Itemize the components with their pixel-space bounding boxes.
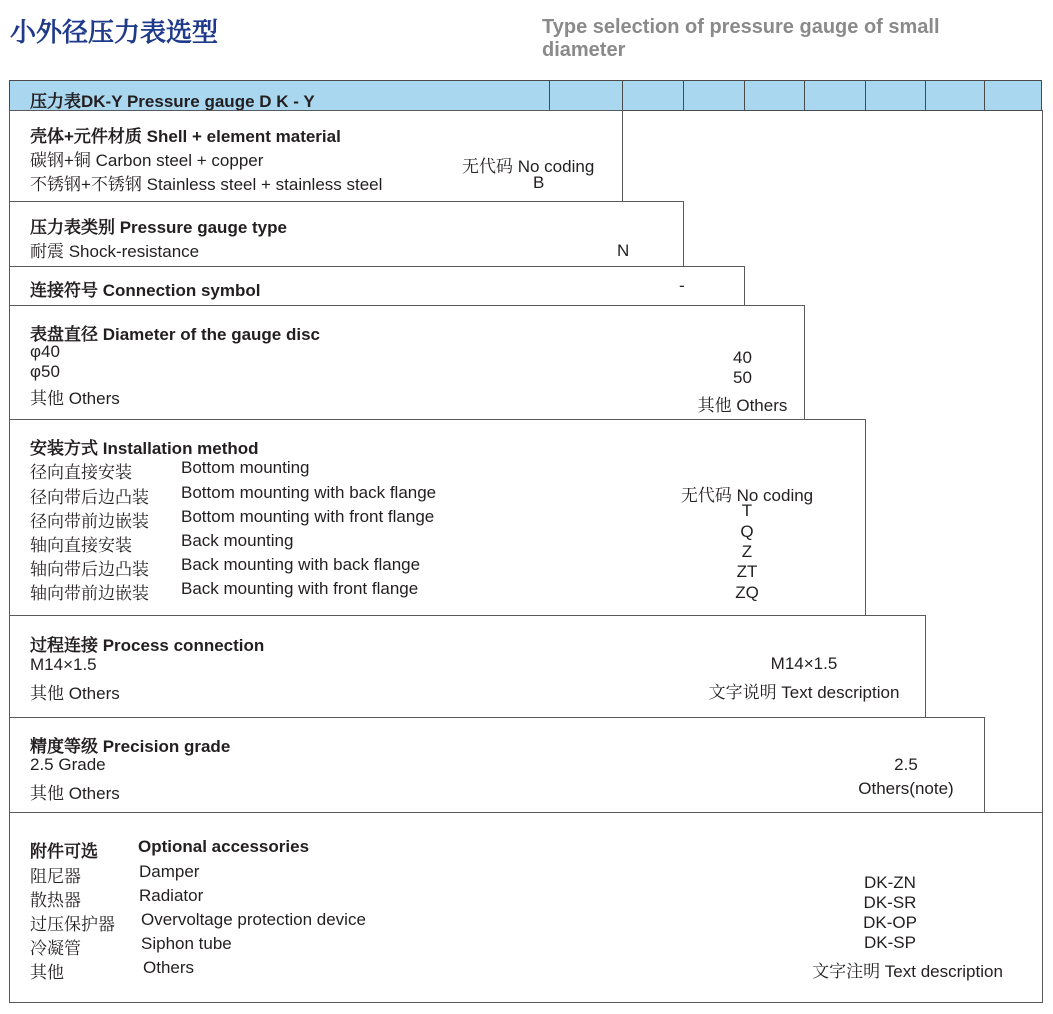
connection-heading: 连接符号 Connection symbol [30,281,261,300]
diameter-code: 50 [733,368,752,387]
installation-code: ZQ [735,583,759,602]
accessories-heading-zh: 附件可选 [30,842,98,861]
connection-code: - [679,276,685,295]
diameter-heading: 表盘直径 Diameter of the gauge disc [30,325,320,344]
diameter-item: 其他 Others [30,389,120,408]
installation-code: 无代码 No coding [680,486,814,505]
accessories-code: DK-ZN [864,873,916,892]
installation-item-en: Back mounting with front flange [181,579,419,598]
accessories-code: 文字注明 Text description [812,962,1003,981]
installation-item-en: Back mounting [181,531,294,550]
installation-item-en: Bottom mounting [181,458,310,477]
type-heading: 压力表类别 Pressure gauge type [30,218,287,237]
shell-item: 不锈钢+不锈钢 Stainless steel + stainless steel [30,175,383,194]
diameter-code: 40 [733,348,752,367]
shell-code: 无代码 No coding [462,157,595,176]
diameter-item: φ50 [30,362,60,381]
header-label: 压力表DK-Y Pressure gauge D K - Y [30,92,315,111]
installation-code: T [741,501,753,520]
accessories-code: DK-OP [863,913,917,932]
diameter-item: φ40 [30,342,60,361]
shell-code: B [533,173,545,192]
header-divider [804,80,805,111]
precision-code: 2.5 [894,755,918,774]
page-title-zh: 小外径压力表选型 [10,17,219,47]
header-divider [984,80,985,111]
installation-item-en: Bottom mounting with back flange [181,483,437,502]
accessories-item-en: Radiator [139,886,204,905]
process-code: 文字说明 Text description [708,683,900,702]
process-code: M14×1.5 [770,654,838,673]
accessories-item-zh: 阻尼器 [30,867,81,886]
header-divider [925,80,926,111]
process-heading: 过程连接 Process connection [30,636,265,655]
header-divider [683,80,684,111]
installation-item-zh: 径向直接安装 [30,463,132,482]
accessories-heading-en: Optional accessories [138,837,310,856]
installation-item-zh: 轴向直接安装 [30,536,132,555]
header-divider [744,80,745,111]
installation-heading: 安装方式 Installation method [30,439,259,458]
precision-item: 其他 Others [30,784,120,803]
accessories-item-en: Overvoltage protection device [141,910,366,929]
installation-code: Q [740,522,754,541]
accessories-item-zh: 冷凝管 [30,939,81,958]
accessories-item-zh: 过压保护器 [30,915,115,934]
installation-item-zh: 径向带后边凸装 [30,488,149,507]
precision-heading: 精度等级 Precision grade [30,737,231,756]
right-border [1042,110,1043,813]
header-divider [622,80,623,111]
accessories-item-en: Damper [139,862,200,881]
shell-heading: 壳体+元件材质 Shell + element material [30,127,341,146]
installation-code: Z [741,542,753,561]
installation-item-zh: 轴向带后边凸装 [30,560,149,579]
accessories-item-zh: 散热器 [30,891,81,910]
installation-item-zh: 轴向带前边嵌装 [30,584,149,603]
installation-item-zh: 径向带前边嵌装 [30,512,149,531]
diameter-code: 其他 Others [697,396,788,415]
installation-item-en: Bottom mounting with front flange [181,507,435,526]
installation-item-en: Back mounting with back flange [181,555,421,574]
header-divider [865,80,866,111]
header-divider [549,80,550,111]
accessories-item-zh: 其他 [30,963,64,982]
shell-item: 碳钢+铜 Carbon steel + copper [30,151,264,170]
precision-item: 2.5 Grade [30,755,106,774]
type-code: N [617,241,630,260]
page-title-en: Type selection of pressure gauge of small diameter [542,16,940,61]
process-item: 其他 Others [30,684,120,703]
installation-code: ZT [736,562,758,581]
accessories-code: DK-SP [864,933,916,952]
process-item: M14×1.5 [30,655,97,674]
type-item: 耐震 Shock-resistance [30,242,200,261]
precision-code: Others(note) [858,779,954,798]
accessories-code: DK-SR [863,893,917,912]
accessories-item-en: Others [143,958,195,977]
accessories-item-en: Siphon tube [141,934,232,953]
